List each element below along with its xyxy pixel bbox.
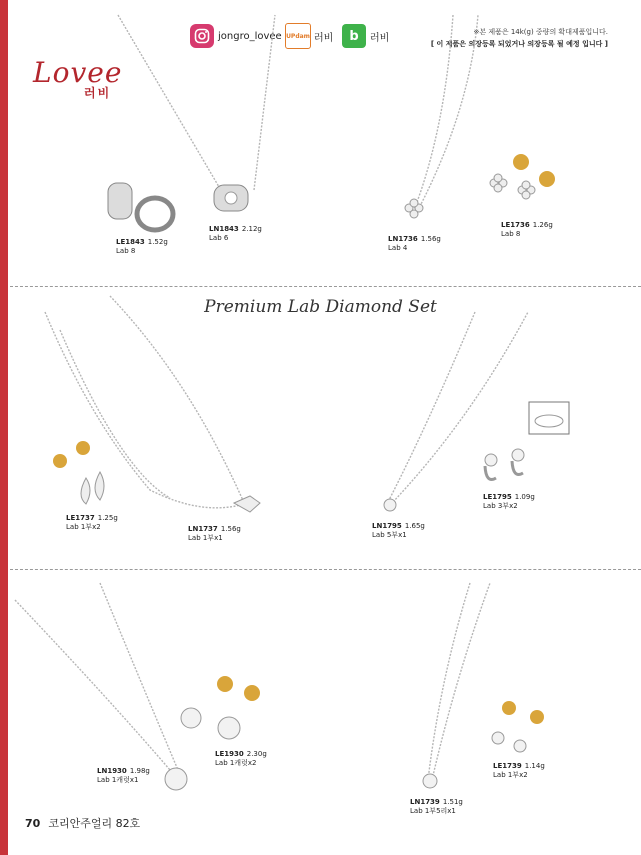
product-label-le1843: LE1843 1.52g Lab 8	[116, 238, 168, 255]
notice-weight: ※본 제품은 14k(g) 중량의 확대제품입니다.	[473, 28, 608, 36]
ln1736-pendant-icon	[405, 199, 423, 218]
ln1795-pendant-icon	[384, 499, 396, 511]
brand-logo-subtitle: 러비	[84, 86, 112, 100]
ln1930-pendant-icon	[165, 768, 187, 790]
product-label-ln1930: LN1930 1.98g Lab 1캐럿x1	[97, 767, 150, 784]
ln1843-pendant-icon	[214, 185, 248, 211]
product-label-ln1736: LN1736 1.56g Lab 4	[388, 235, 441, 252]
b-icon: b	[342, 24, 366, 48]
le1795-earring-icon	[485, 402, 569, 480]
publication-name: 코리안주얼리 82호	[48, 817, 141, 830]
product-label-le1930: LE1930 2.30g Lab 1캐럿x2	[215, 750, 267, 767]
product-label-ln1739: LN1739 1.51g Lab 1부5리x1	[410, 798, 463, 815]
product-label-ln1737: LN1737 1.56g Lab 1부x1	[188, 525, 241, 542]
page-footer	[25, 815, 140, 831]
product-label-le1737: LE1737 1.25g Lab 1부x2	[66, 514, 118, 531]
instagram-handle: jongro_lovee	[218, 30, 282, 42]
section-title: Premium Lab Diamond Set	[204, 297, 437, 317]
le1843-earring-icon	[108, 183, 173, 230]
le1737-earring-icon	[53, 441, 104, 504]
le1739-earring-icon	[492, 701, 544, 752]
ln1737-pendant-icon	[234, 496, 260, 512]
ln1739-pendant-icon	[423, 774, 437, 788]
product-label-le1795: LE1795 1.09g Lab 3부x2	[483, 493, 535, 510]
updam-label: 러비	[314, 32, 334, 44]
product-label-le1736: LE1736 1.26g Lab 8	[501, 221, 553, 238]
b-label: 러비	[370, 32, 390, 44]
product-label-le1739: LE1739 1.14g Lab 1부x2	[493, 762, 545, 779]
le1736-earring-icon	[490, 154, 555, 199]
updam-icon: UPdam	[285, 23, 311, 49]
product-label-ln1843: LN1843 2.12g Lab 6	[209, 225, 262, 242]
brand-logo: Lovee	[33, 56, 123, 89]
notice-design-registration: [ 이 제품은 의장등록 되었거나 의장등록 될 예정 입니다 ]	[430, 40, 608, 48]
product-label-ln1795: LN1795 1.65g Lab 5부x1	[372, 522, 425, 539]
page-number: 70	[25, 817, 41, 830]
le1930-earring-icon	[181, 676, 260, 739]
